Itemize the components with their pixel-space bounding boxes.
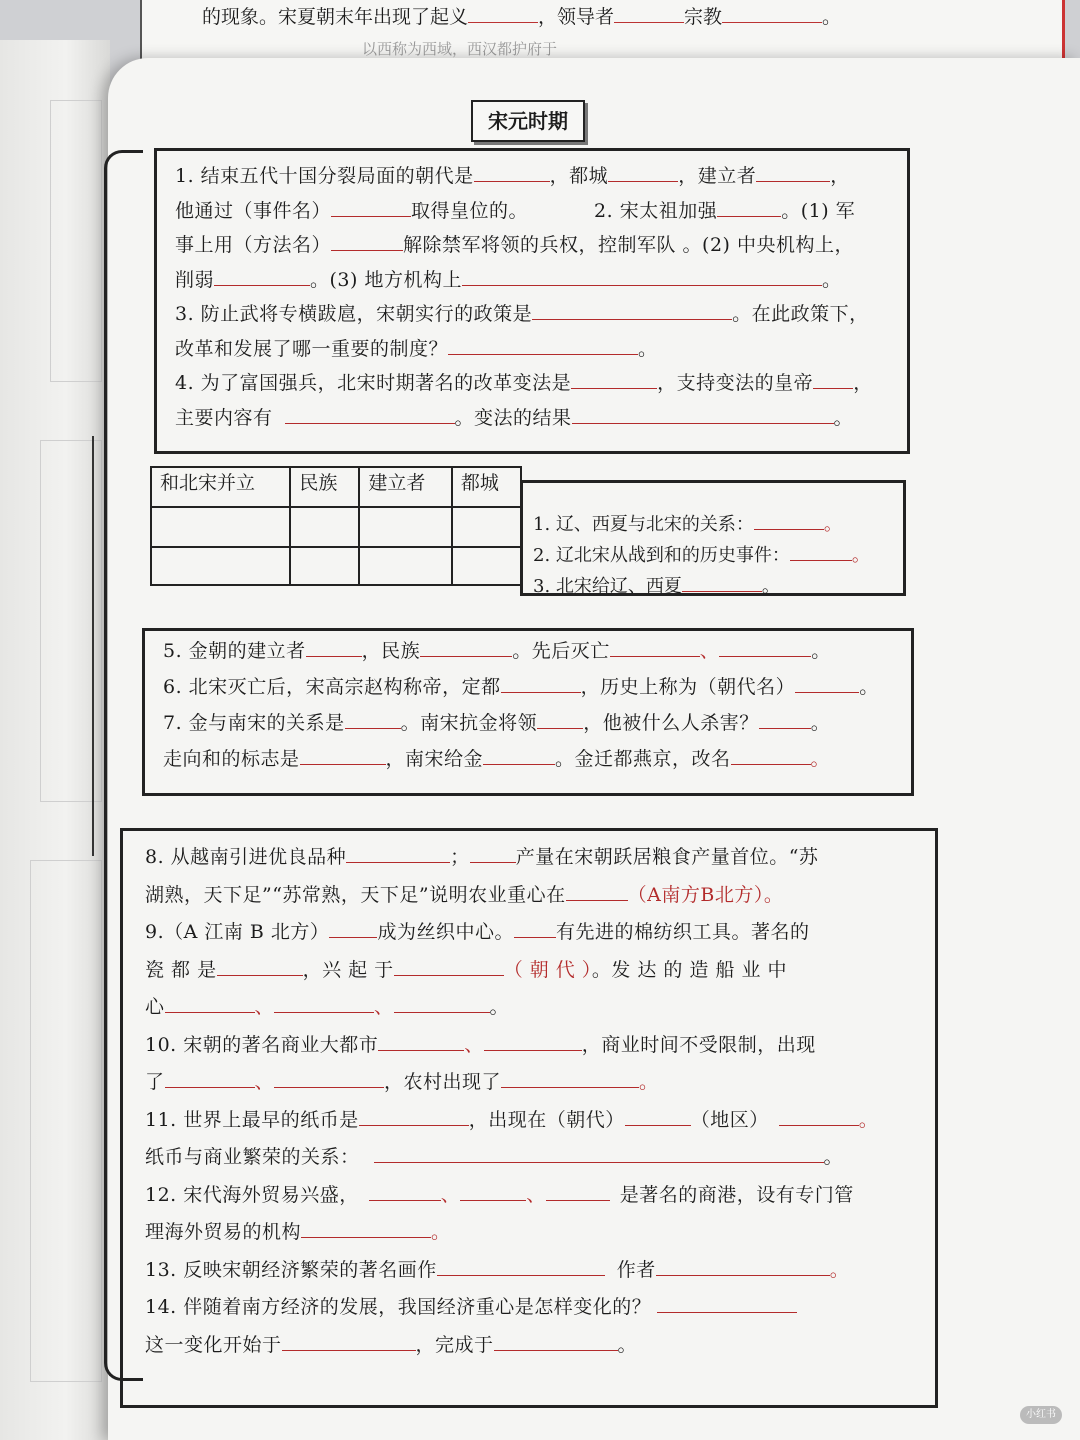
answer-blank[interactable]: [448, 332, 638, 355]
q10-text: ，商业时间不受限制，出现: [581, 1033, 816, 1056]
q14-text: 14. 伴随着南方经济的发展，我国经济重心是怎样变化的？: [145, 1296, 652, 1318]
answer-blank[interactable]: [214, 263, 310, 286]
q7-text: 走向和的标志是: [163, 748, 300, 770]
strip-text: 宗教: [684, 6, 723, 28]
answer-blank[interactable]: [537, 706, 583, 729]
answer-blank[interactable]: [717, 194, 781, 217]
q11-text: 11. 世界上最早的纸币是: [145, 1108, 359, 1131]
answer-blank[interactable]: [331, 194, 411, 217]
answer-blank[interactable]: [625, 1103, 691, 1126]
q3-text: 。在此政策下，: [732, 303, 869, 325]
q12-text: 理海外贸易的机构: [145, 1221, 302, 1243]
answer-blank[interactable]: [759, 706, 811, 729]
q13-text: 13. 反映宋朝经济繁荣的著名画作: [145, 1258, 437, 1281]
q13-text: 作者: [616, 1258, 656, 1281]
q1-text: ，都城: [549, 165, 609, 187]
answer-blank[interactable]: [657, 1290, 797, 1313]
answer-blank[interactable]: [346, 840, 450, 863]
q2-text: 事上用（方法名）: [175, 234, 332, 256]
bracket-marker: [92, 436, 108, 856]
relation-text: 2. 辽北宋从战到和的历史事件：: [533, 545, 790, 566]
strip-text: 。: [822, 6, 842, 28]
q5-text: 。先后灭亡: [512, 640, 610, 662]
answer-blank[interactable]: [217, 953, 303, 976]
answer-blank[interactable]: [285, 401, 455, 424]
q5-text: ，民族: [361, 640, 421, 662]
parallel-regimes-table: [150, 466, 522, 586]
q6-text: 。: [859, 676, 879, 698]
q4-text: 。变法的结果: [454, 406, 572, 429]
answer-blank[interactable]: [462, 263, 822, 286]
answer-blank[interactable]: [282, 1328, 416, 1351]
answer-blank[interactable]: [532, 297, 732, 320]
table-header: 都城: [452, 467, 521, 507]
q11-text: 。: [823, 1146, 844, 1168]
q9-text: 、: [374, 996, 394, 1018]
answer-blank[interactable]: [813, 366, 853, 389]
q9-text: 9.（A 江南 B 北方）: [145, 921, 330, 943]
q2-text: 2. 宋太祖加强: [594, 199, 718, 222]
section-song-politics: [154, 148, 910, 454]
q5-text: 。: [811, 640, 831, 662]
answer-blank[interactable]: [484, 1028, 582, 1051]
answer-blank[interactable]: [754, 507, 824, 530]
answer-blank[interactable]: [345, 706, 401, 729]
q7-text: 。: [810, 748, 831, 770]
q11-text: 纸币与商业繁荣的关系：: [145, 1146, 360, 1168]
relation-text: 。: [823, 514, 842, 535]
q10-text: 。: [639, 1071, 659, 1093]
relations-box: [520, 480, 906, 596]
table-cell[interactable]: [452, 507, 521, 547]
q9-text: 成为丝织中心。: [377, 921, 514, 943]
answer-blank[interactable]: [474, 159, 550, 182]
strip-faint-text: 以西称为西域，西汉都护府于: [362, 40, 558, 58]
strip-text: ，领导者: [538, 6, 615, 28]
q8-text: 8. 从越南引进优良品种: [145, 846, 347, 868]
q2-text: 削弱: [175, 268, 215, 291]
q6-text: 6. 北宋灭亡后，宋高宗赵构称帝，定都: [163, 676, 501, 698]
strip-text: 的现象。宋夏朝末年出现了起义: [202, 6, 469, 28]
q6-text: ，历史上称为（朝代名）: [580, 676, 796, 698]
q2-text: 解除禁军将领的兵权，控制军队 。(2) 中央机构上，: [403, 234, 855, 256]
answer-blank[interactable]: [374, 1140, 824, 1163]
table-header: 和北宋并立: [151, 467, 290, 507]
answer-blank[interactable]: [394, 953, 504, 976]
q4-text: 。: [833, 406, 854, 429]
q9-text: 瓷 都 是: [145, 958, 217, 981]
answer-blank[interactable]: [719, 634, 811, 657]
section-jin-southern-song: [142, 628, 914, 796]
page-title: 宋元时期: [471, 100, 585, 142]
q14-text: 。: [617, 1333, 638, 1356]
q9-text: 心: [145, 996, 165, 1018]
q10-text: 了: [145, 1071, 165, 1093]
q9-text: 。: [489, 996, 510, 1018]
answer-blank[interactable]: [546, 1178, 610, 1201]
answer-blank[interactable]: [274, 990, 374, 1013]
q10-text: 、: [464, 1033, 484, 1056]
answer-blank[interactable]: [501, 670, 581, 693]
relation-text: 。: [761, 576, 780, 597]
q7-text: ，南宋给金: [385, 748, 484, 770]
answer-blank[interactable]: [731, 742, 811, 765]
q8-text: 产量在宋朝跃居粮食产量首位。“苏: [515, 846, 819, 868]
q12-text: 、: [526, 1183, 546, 1206]
q3-text: 3. 防止武将专横跋扈，宋朝实行的政策是: [175, 303, 533, 325]
answer-blank[interactable]: [470, 840, 516, 863]
q4-text: 主要内容有: [175, 406, 273, 429]
answer-blank[interactable]: [610, 634, 700, 657]
table-cell[interactable]: [452, 547, 521, 585]
q1-text: 1. 结束五代十国分裂局面的朝代是: [175, 165, 474, 187]
q10-text: 10. 宋朝的著名商业大都市: [145, 1033, 379, 1056]
answer-blank[interactable]: [300, 742, 386, 765]
q5-text: 5. 金朝的建立者: [163, 640, 306, 662]
q9-text: ，兴 起 于: [302, 958, 394, 981]
q12-text: 、: [440, 1183, 461, 1206]
table-cell[interactable]: [290, 507, 359, 547]
answer-blank[interactable]: [306, 634, 362, 657]
q12-text: 。: [431, 1221, 451, 1243]
q10-text: 、: [254, 1071, 275, 1093]
q13-text: 。: [829, 1258, 850, 1281]
answer-blank[interactable]: [274, 1065, 384, 1088]
answer-blank[interactable]: [656, 1253, 830, 1276]
table-cell[interactable]: [151, 507, 290, 547]
q14-text: ，完成于: [415, 1333, 494, 1356]
answer-blank[interactable]: [501, 1065, 639, 1088]
q8-text: ；: [450, 846, 470, 868]
previous-page-line: [202, 2, 841, 29]
answer-blank[interactable]: [378, 1028, 464, 1051]
q2-text: 。(3) 地方机构上: [310, 268, 462, 291]
answer-blank[interactable]: [790, 538, 852, 561]
answer-blank[interactable]: [494, 1328, 618, 1351]
answer-blank[interactable]: [566, 878, 628, 901]
q9-text: 、: [254, 996, 275, 1018]
answer-blank[interactable]: [682, 569, 762, 592]
q11-text: ，出现在（朝代）: [468, 1108, 625, 1131]
answer-blank[interactable]: [437, 1253, 605, 1276]
q1-text: 取得皇位的。: [411, 199, 529, 222]
answer-blank[interactable]: [369, 1178, 441, 1201]
q7-text: ，他被什么人杀害？: [583, 712, 759, 734]
q1-text: 他通过（事件名）: [175, 199, 332, 222]
section-song-economy: [120, 828, 938, 1408]
q3-text: 改革和发展了哪一重要的制度？: [175, 337, 449, 360]
q2-text: 。(1) 军: [781, 199, 856, 222]
relation-text: 3. 北宋给辽、西夏: [533, 576, 682, 597]
q10-text: ，农村出现了: [384, 1071, 502, 1093]
q7-text: 。: [810, 712, 831, 734]
q1-text: ，建立者: [678, 165, 757, 187]
answer-blank[interactable]: [572, 401, 834, 424]
table-cell[interactable]: [359, 547, 452, 585]
q11-text: （地区）: [690, 1108, 769, 1131]
answer-blank[interactable]: [795, 670, 859, 693]
watermark-badge: 小红书: [1020, 1406, 1062, 1424]
answer-blank[interactable]: [514, 915, 556, 938]
answer-blank[interactable]: [571, 366, 657, 389]
q8-options: （A南方B北方）。: [627, 883, 784, 906]
q7-text: 。南宋抗金将领: [400, 712, 538, 734]
answer-blank[interactable]: [359, 1103, 469, 1126]
answer-blank[interactable]: [165, 990, 255, 1013]
q3-text: 。: [638, 337, 658, 360]
q11-text: 。: [858, 1108, 879, 1131]
answer-blank[interactable]: [165, 1065, 255, 1088]
q12-text: 是著名的商港，设有专门管: [619, 1183, 854, 1206]
q4-text: 4. 为了富国强兵，北宋时期著名的改革变法是: [175, 372, 572, 394]
answer-blank[interactable]: [608, 159, 678, 182]
q4-text: ，支持变法的皇帝: [657, 372, 814, 394]
answer-blank[interactable]: [394, 990, 490, 1013]
answer-blank[interactable]: [301, 1215, 431, 1238]
answer-blank[interactable]: [779, 1103, 859, 1126]
q9-text: 有先进的棉纺织工具。著名的: [555, 921, 810, 943]
q4-text: ，: [853, 372, 873, 394]
q2-text: 。: [821, 268, 842, 291]
table-cell[interactable]: [290, 547, 359, 585]
answer-blank[interactable]: [460, 1178, 526, 1201]
q7-text: 。金迁都燕京，改名: [555, 748, 731, 770]
answer-blank[interactable]: [483, 742, 555, 765]
answer-blank[interactable]: [331, 228, 403, 251]
q7-text: 7. 金与南宋的关系是: [163, 712, 345, 734]
relation-text: 。: [851, 545, 870, 566]
q8-text: 湖熟，天下足”“苏常熟，天下足”说明农业重心在: [145, 883, 566, 906]
answer-blank[interactable]: [420, 634, 512, 657]
q14-text: 这一变化开始于: [145, 1333, 282, 1356]
table-cell[interactable]: [151, 547, 290, 585]
previous-page-strip: [140, 0, 1065, 60]
answer-blank[interactable]: [756, 159, 830, 182]
q1-text: ，: [830, 165, 850, 187]
table-header: 建立者: [359, 467, 452, 507]
q9-text: 。发 达 的 造 船 业 中: [591, 958, 788, 981]
table-header: 民族: [290, 467, 359, 507]
table-cell[interactable]: [359, 507, 452, 547]
relation-text: 1. 辽、西夏与北宋的关系：: [533, 514, 754, 535]
answer-blank[interactable]: [329, 915, 377, 938]
q5-text: 、: [699, 640, 720, 662]
q9-text: （ 朝 代 ）: [503, 958, 592, 981]
q12-text: 12. 宋代海外贸易兴盛，: [145, 1183, 359, 1206]
